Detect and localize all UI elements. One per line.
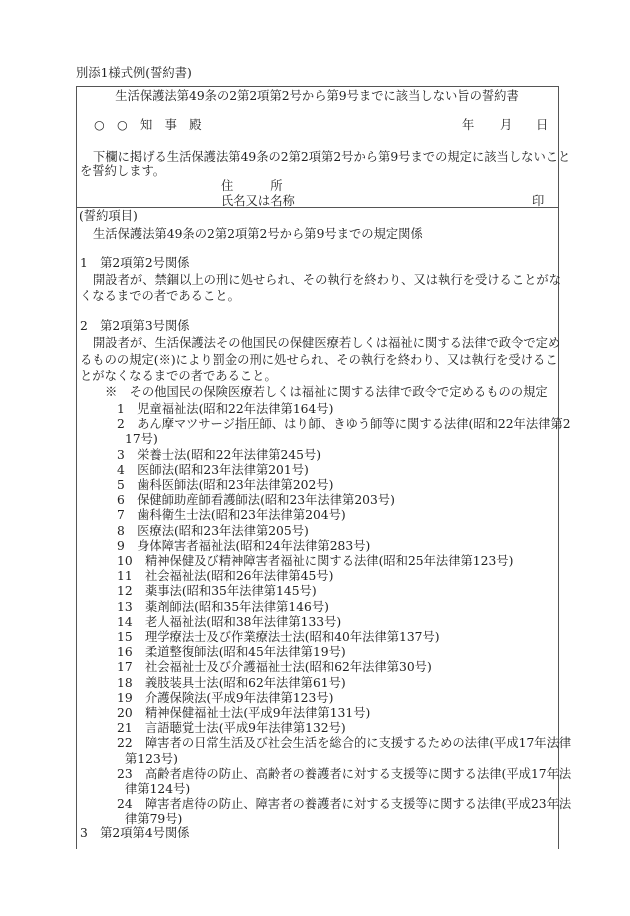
law-list-item: 12 薬事法(昭和35年法律第145号)	[117, 584, 317, 599]
law-list-item: 8 医療法(昭和23年法律第205号)	[117, 523, 309, 538]
statement-line: を誓約します。	[80, 164, 166, 178]
section-2-title: 2 第2項第3号関係	[80, 319, 190, 333]
section-1-title: 1 第2項第2号関係	[80, 256, 190, 270]
law-list-item: 9 身体障害者福祉法(昭和24年法律第283号)	[117, 538, 371, 553]
law-list-item: 10 精神保健及び精神障害者福祉に関する法律(昭和25年法律第123号)	[117, 554, 514, 568]
law-list-item: 7 歯科衛生士法(昭和23年法律第204号)	[117, 508, 346, 523]
law-list-item: 6 保健師助産師看護師法(昭和23年法律第203号)	[117, 493, 395, 508]
law-list-item: 18 義肢装具士法(昭和62年法律第61号)	[117, 675, 346, 690]
law-list-item: 21 言語聴覚士法(平成9年法律第132号)	[117, 721, 346, 736]
law-list-item: 律第124号)	[125, 782, 191, 796]
law-list-item: 19 介護保険法(平成9年法律第123号)	[117, 690, 334, 705]
section-1-text: 開設者が、禁錮以上の刑に処せられ、その執行を終わり、又は執行を受けることがな	[93, 273, 562, 287]
law-list-item: 23 高齢者虐待の防止、高齢者の養護者に対する支援等に関する法律(平成17年法	[117, 766, 572, 781]
date-year: 年	[462, 118, 475, 132]
section-2-text: るものの規定(※)により罰金の刑に処せられ、その執行を終わり、又は執行を受けるこ	[80, 353, 558, 367]
law-list-item: 11 社会福祉法(昭和26年法律第45号)	[117, 569, 334, 584]
date-day: 日	[536, 118, 549, 132]
seal-mark: 印	[532, 194, 545, 208]
law-list-item: 14 老人福祉法(昭和38年法律第133号)	[117, 614, 342, 629]
name-label: 氏名又は名称	[221, 194, 295, 208]
law-list-item: 17号)	[125, 432, 158, 447]
form-caption: 別添1様式例(誓約書)	[76, 66, 192, 80]
law-list-item: 5 歯科医師法(昭和23年法律第202号)	[117, 478, 334, 492]
items-heading: (誓約項目)	[79, 209, 138, 223]
section-1-text: くなるまでの者であること。	[80, 289, 240, 303]
law-list-item: 24 障害者虐待の防止、障害者の養護者に対する支援等に関する法律(平成23年法	[117, 797, 572, 812]
section-2-text: 開設者が、生活保護法その他国民の保健医療若しくは福祉に関する法律で政令で定め	[93, 336, 561, 350]
law-list-note: ※ その他国民の保険医療若しくは福祉に関する法律で政令で定めるものの規定	[105, 385, 548, 399]
law-list-item: 20 精神保健福祉士法(平成9年法律第131号)	[117, 706, 371, 720]
section-3-title: 3 第2項第4号関係	[80, 826, 190, 840]
law-list-item: 1 児童福祉法(昭和22年法律第164号)	[117, 402, 334, 416]
law-list-item: 13 薬剤師法(昭和35年法律第146号)	[117, 599, 329, 614]
form-title: 生活保護法第49条の2第2項第2号から第9号までに該当しない旨の誓約書	[115, 89, 519, 103]
section-divider	[76, 207, 558, 208]
law-list-item: 15 理学療法士及び作業療法士法(昭和40年法律第137号)	[117, 630, 440, 644]
law-list-item: 2 あん摩マツサージ指圧師、はり師、きゆう師等に関する法律(昭和22年法律第2	[117, 417, 571, 432]
law-list-item: 律第79号)	[125, 812, 183, 827]
law-list-item: 第123号)	[125, 751, 178, 766]
law-list-item: 16 柔道整復師法(昭和45年法律第19号)	[117, 645, 346, 660]
section-2-text: とがなくなるまでの者であること。	[80, 369, 277, 383]
address-label: 住 所	[221, 179, 283, 193]
law-list-item: 4 医師法(昭和23年法律第201号)	[117, 462, 309, 477]
law-list-item: 3 栄養士法(昭和22年法律第245号)	[117, 447, 322, 462]
addressee: ○ ○ 知 事 殿	[94, 118, 202, 132]
items-subheading: 生活保護法第49条の2第2項第2号から第9号までの規定関係	[93, 227, 423, 241]
date-month: 月	[500, 118, 513, 132]
statement-line: 下欄に掲げる生活保護法第49条の2第2項第2号から第9号までの規定に該当しないこと	[93, 150, 571, 164]
law-list-item: 17 社会福祉士及び介護福祉士法(昭和62年法律第30号)	[117, 660, 432, 675]
law-list-item: 22 障害者の日常生活及び社会生活を総合的に支援するための法律(平成17年法律	[117, 736, 572, 751]
